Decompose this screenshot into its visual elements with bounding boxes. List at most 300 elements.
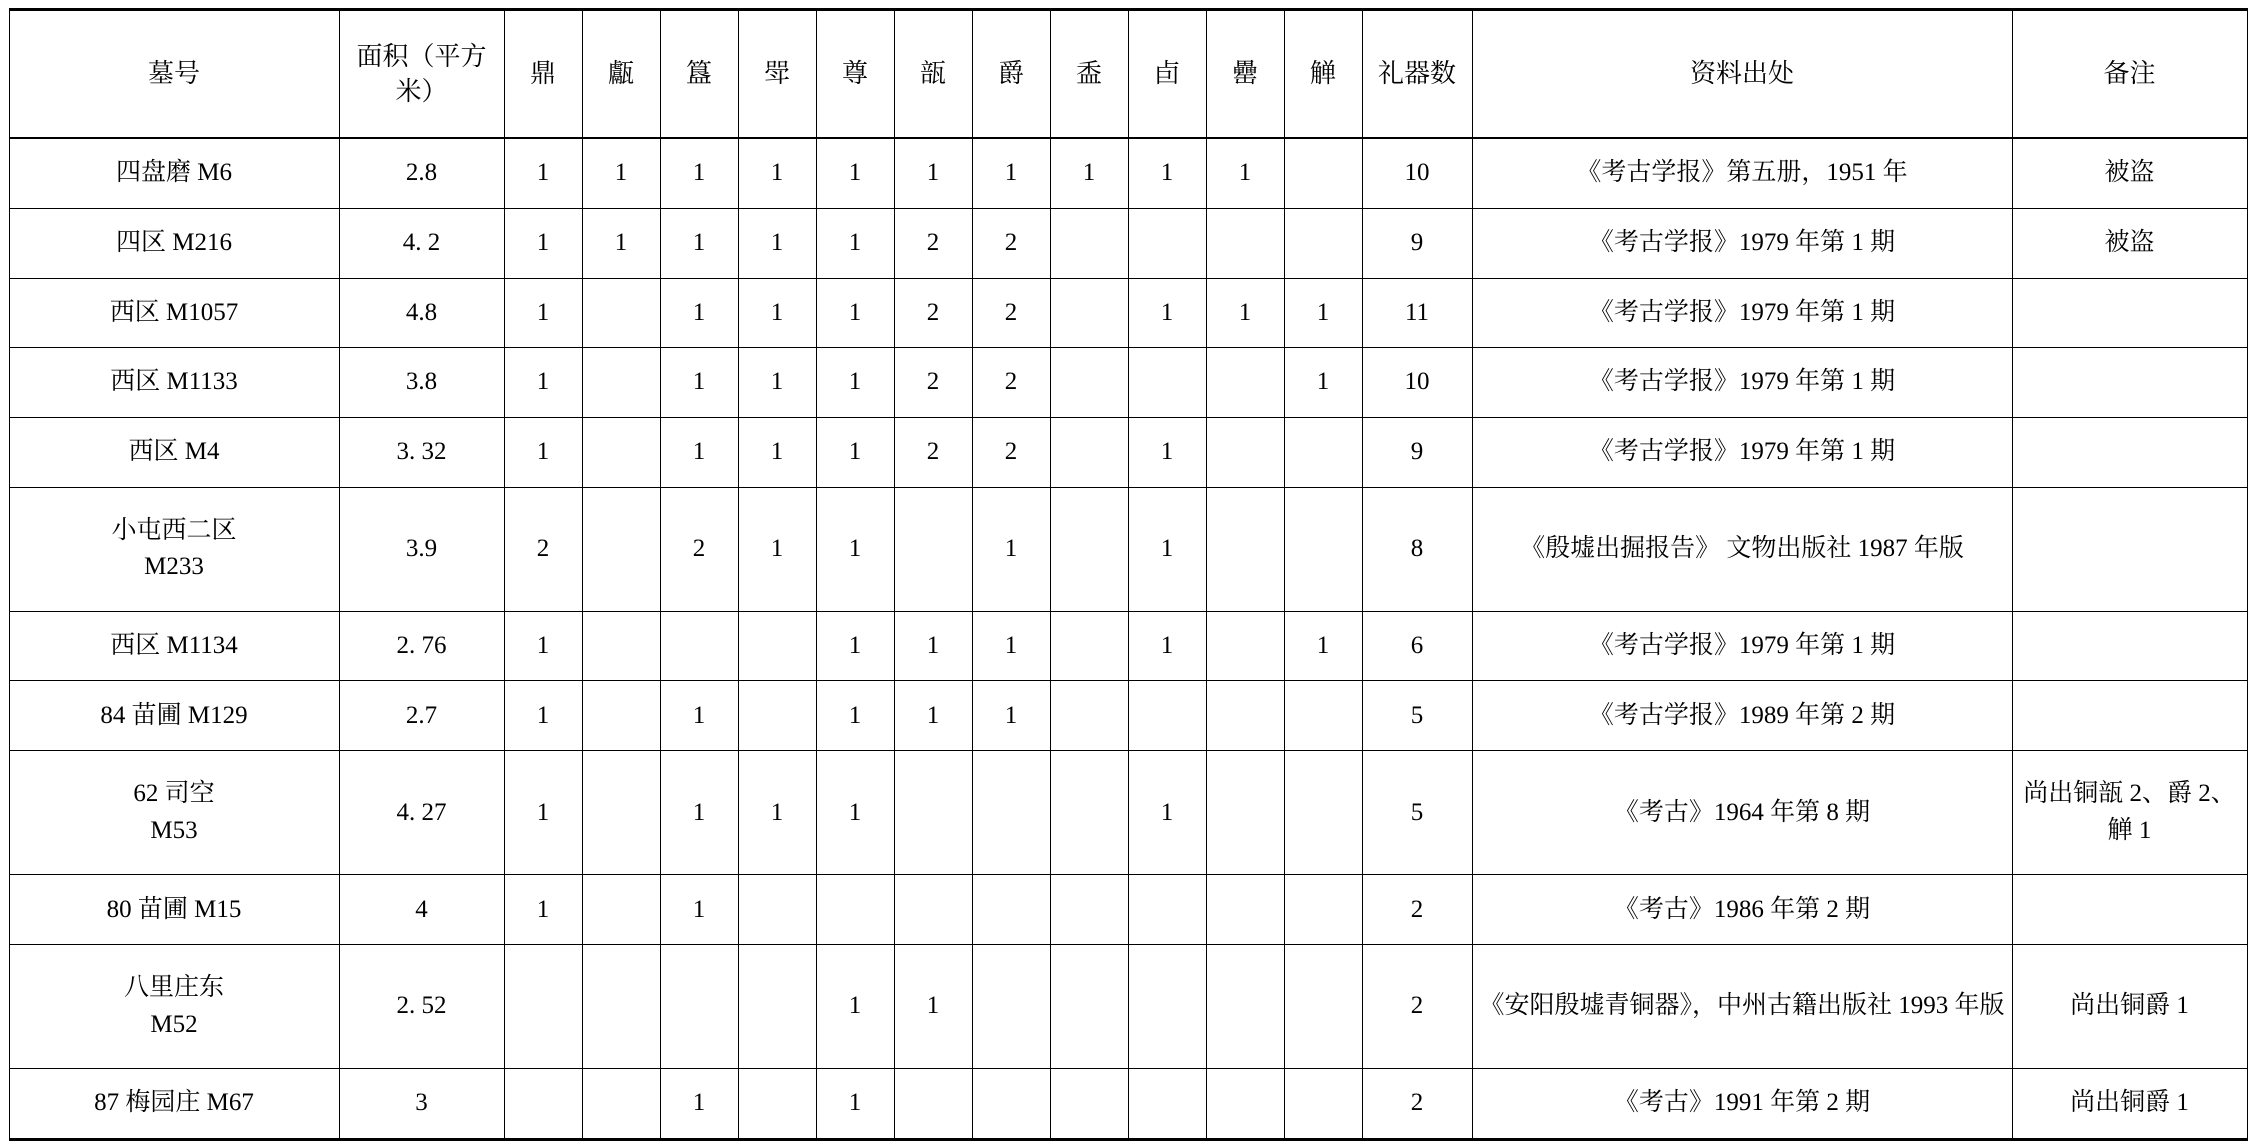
cell-vessel-count bbox=[972, 681, 1050, 751]
cell-vessel-count bbox=[816, 611, 894, 681]
cell-area-text: 3. 32 bbox=[396, 438, 447, 466]
cell-vessel-count bbox=[582, 487, 660, 611]
cell-source bbox=[1472, 681, 2012, 751]
cell-vessel-count bbox=[582, 751, 660, 875]
cell-vessel-count-text: 1 bbox=[1238, 298, 1252, 326]
cell-vessel-count bbox=[1128, 208, 1206, 278]
cell-tomb bbox=[9, 1069, 339, 1140]
cell-vessel-count-text: 1 bbox=[692, 229, 706, 257]
cell-vessel-count-text: 1 bbox=[770, 159, 784, 187]
cell-vessel-count bbox=[972, 348, 1050, 418]
cell-vessel-count-text: 1 bbox=[848, 438, 862, 466]
column-header-tomb-label: 墓号 bbox=[147, 59, 200, 89]
cell-vessel-count bbox=[1206, 487, 1284, 611]
cell-vessel-count bbox=[504, 348, 582, 418]
cell-vessel-count bbox=[660, 611, 738, 681]
cell-vessel-count bbox=[738, 487, 816, 611]
table-row bbox=[9, 138, 2247, 208]
cell-vessel-count bbox=[660, 875, 738, 945]
cell-source bbox=[1472, 487, 2012, 611]
cell-total-text: 10 bbox=[1404, 368, 1430, 396]
cell-vessel-count-text: 1 bbox=[1160, 798, 1174, 826]
cell-vessel-count bbox=[1284, 1069, 1362, 1140]
cell-source bbox=[1472, 417, 2012, 487]
cell-vessel-count bbox=[738, 417, 816, 487]
cell-vessel-count bbox=[738, 944, 816, 1068]
cell-area bbox=[339, 208, 504, 278]
cell-vessel-count-text: 1 bbox=[692, 438, 706, 466]
cell-remark-text: 尚出铜爵 1 bbox=[2070, 1089, 2189, 1117]
cell-vessel-count bbox=[1284, 208, 1362, 278]
cell-vessel-count bbox=[1206, 208, 1284, 278]
cell-tomb bbox=[9, 875, 339, 945]
cell-vessel-count-text: 1 bbox=[1160, 535, 1174, 563]
cell-vessel-count-text: 1 bbox=[1316, 631, 1330, 659]
cell-vessel-count bbox=[738, 1069, 816, 1140]
cell-vessel-count bbox=[816, 944, 894, 1068]
cell-area bbox=[339, 278, 504, 348]
cell-vessel-count-text: 1 bbox=[1004, 701, 1018, 729]
cell-area-text: 3 bbox=[415, 1089, 428, 1117]
cell-vessel-count-text: 1 bbox=[536, 229, 550, 257]
cell-source-text: 《考古》1986 年第 2 期 bbox=[1613, 895, 1871, 923]
cell-area-text: 2.8 bbox=[405, 159, 438, 187]
cell-vessel-count bbox=[504, 487, 582, 611]
cell-vessel-count-text: 1 bbox=[536, 438, 550, 466]
cell-vessel-count bbox=[504, 1069, 582, 1140]
cell-vessel-count bbox=[1050, 138, 1128, 208]
cell-total bbox=[1362, 348, 1472, 418]
cell-vessel-count bbox=[738, 348, 816, 418]
cell-vessel-count-text: 1 bbox=[848, 798, 862, 826]
cell-remark bbox=[2012, 1069, 2247, 1140]
cell-vessel-count bbox=[582, 1069, 660, 1140]
cell-vessel-count bbox=[660, 417, 738, 487]
cell-vessel-count bbox=[1284, 417, 1362, 487]
cell-total-text: 2 bbox=[1410, 992, 1424, 1020]
cell-vessel-count-text: 1 bbox=[926, 159, 940, 187]
cell-vessel-count bbox=[660, 487, 738, 611]
cell-source bbox=[1472, 138, 2012, 208]
table-row bbox=[9, 681, 2247, 751]
cell-vessel-count-text: 1 bbox=[536, 798, 550, 826]
column-header-tomb bbox=[9, 10, 339, 139]
cell-vessel-count-text: 1 bbox=[536, 631, 550, 659]
cell-total-text: 2 bbox=[1410, 895, 1424, 923]
cell-total bbox=[1362, 611, 1472, 681]
column-header-gui: 簋 bbox=[660, 10, 738, 139]
cell-vessel-count-text: 2 bbox=[1004, 368, 1018, 396]
cell-tomb-text: 四区 M216 bbox=[116, 229, 232, 257]
cell-vessel-count bbox=[738, 751, 816, 875]
cell-vessel-count bbox=[816, 1069, 894, 1140]
cell-vessel-count-text: 1 bbox=[770, 438, 784, 466]
cell-vessel-count bbox=[816, 487, 894, 611]
cell-tomb-text: 八里庄东 M52 bbox=[123, 974, 224, 1038]
table-row bbox=[9, 1069, 2247, 1140]
cell-tomb-text: 西区 M4 bbox=[128, 438, 220, 466]
cell-area bbox=[339, 348, 504, 418]
cell-vessel-count bbox=[738, 681, 816, 751]
cell-vessel-count bbox=[1050, 417, 1128, 487]
table-header-row bbox=[9, 10, 2247, 139]
cell-vessel-count bbox=[1284, 487, 1362, 611]
cell-vessel-count bbox=[1206, 138, 1284, 208]
cell-area-text: 4. 2 bbox=[402, 229, 441, 257]
cell-vessel-count-text: 1 bbox=[1160, 438, 1174, 466]
cell-vessel-count bbox=[1128, 875, 1206, 945]
column-header-area bbox=[339, 10, 504, 139]
cell-vessel-count bbox=[816, 875, 894, 945]
cell-tomb bbox=[9, 348, 339, 418]
table-row bbox=[9, 611, 2247, 681]
cell-vessel-count bbox=[894, 611, 972, 681]
cell-source-text: 《考古学报》1979 年第 1 期 bbox=[1588, 631, 1896, 659]
cell-vessel-count bbox=[816, 417, 894, 487]
cell-vessel-count bbox=[894, 1069, 972, 1140]
cell-vessel-count bbox=[504, 278, 582, 348]
cell-vessel-count bbox=[816, 348, 894, 418]
column-header-he: 盉 bbox=[1050, 10, 1128, 139]
cell-vessel-count-text: 1 bbox=[1160, 159, 1174, 187]
cell-source-text: 《考古》1964 年第 8 期 bbox=[1613, 798, 1871, 826]
cell-vessel-count-text: 1 bbox=[770, 229, 784, 257]
cell-area-text: 2. 76 bbox=[396, 631, 447, 659]
cell-vessel-count bbox=[504, 138, 582, 208]
cell-tomb bbox=[9, 138, 339, 208]
cell-source-text: 《考古学报》第五册，1951 年 bbox=[1576, 159, 1908, 187]
cell-vessel-count bbox=[894, 417, 972, 487]
cell-vessel-count bbox=[1128, 611, 1206, 681]
cell-vessel-count bbox=[1128, 348, 1206, 418]
cell-vessel-count bbox=[894, 348, 972, 418]
cell-total-text: 11 bbox=[1404, 298, 1430, 326]
cell-tomb-text: 四盘磨 M6 bbox=[116, 159, 232, 187]
cell-vessel-count bbox=[1284, 875, 1362, 945]
cell-vessel-count bbox=[816, 278, 894, 348]
cell-vessel-count-text: 2 bbox=[926, 368, 940, 396]
column-header-zhi: 觯 bbox=[1284, 10, 1362, 139]
column-header-yan: 甗 bbox=[582, 10, 660, 139]
cell-source-text: 《安阳殷墟青铜器》，中州古籍出版社 1993 年版 bbox=[1479, 992, 2005, 1020]
cell-area bbox=[339, 611, 504, 681]
cell-source-text: 《考古学报》1979 年第 1 期 bbox=[1588, 368, 1896, 396]
cell-vessel-count-text: 1 bbox=[692, 298, 706, 326]
cell-tomb-text: 62 司空 M53 bbox=[133, 780, 215, 844]
cell-total-text: 6 bbox=[1410, 631, 1424, 659]
cell-vessel-count bbox=[1050, 208, 1128, 278]
cell-vessel-count bbox=[504, 417, 582, 487]
cell-vessel-count bbox=[972, 1069, 1050, 1140]
cell-total bbox=[1362, 417, 1472, 487]
cell-total-text: 5 bbox=[1410, 798, 1424, 826]
cell-remark-text: 尚出铜爵 1 bbox=[2070, 992, 2189, 1020]
cell-remark bbox=[2012, 944, 2247, 1068]
cell-tomb bbox=[9, 417, 339, 487]
cell-vessel-count bbox=[1206, 751, 1284, 875]
cell-vessel-count bbox=[1050, 611, 1128, 681]
cell-vessel-count bbox=[1128, 751, 1206, 875]
cell-vessel-count bbox=[816, 681, 894, 751]
cell-vessel-count-text: 1 bbox=[1004, 159, 1018, 187]
cell-remark bbox=[2012, 611, 2247, 681]
column-header-zun: 尊 bbox=[816, 10, 894, 139]
cell-vessel-count bbox=[582, 417, 660, 487]
cell-vessel-count bbox=[894, 875, 972, 945]
table-row bbox=[9, 278, 2247, 348]
cell-vessel-count-text: 1 bbox=[1160, 631, 1174, 659]
cell-area bbox=[339, 875, 504, 945]
cell-vessel-count bbox=[582, 875, 660, 945]
cell-total bbox=[1362, 681, 1472, 751]
column-header-area-label: 面积（平方米） bbox=[356, 41, 487, 106]
cell-remark-text: 被盗 bbox=[2104, 159, 2155, 187]
cell-vessel-count-text: 1 bbox=[536, 159, 550, 187]
cell-vessel-count bbox=[660, 1069, 738, 1140]
cell-vessel-count bbox=[660, 681, 738, 751]
cell-total bbox=[1362, 208, 1472, 278]
cell-vessel-count-text: 1 bbox=[692, 798, 706, 826]
cell-vessel-count bbox=[1050, 875, 1128, 945]
cell-vessel-count-text: 1 bbox=[1160, 298, 1174, 326]
cell-area bbox=[339, 681, 504, 751]
cell-vessel-count bbox=[1284, 751, 1362, 875]
cell-vessel-count bbox=[894, 487, 972, 611]
cell-vessel-count bbox=[660, 138, 738, 208]
cell-vessel-count bbox=[1050, 944, 1128, 1068]
cell-vessel-count-text: 1 bbox=[692, 895, 706, 923]
cell-vessel-count bbox=[972, 138, 1050, 208]
cell-tomb bbox=[9, 487, 339, 611]
cell-vessel-count-text: 1 bbox=[848, 1089, 862, 1117]
cell-source bbox=[1472, 348, 2012, 418]
cell-source-text: 《考古学报》1979 年第 1 期 bbox=[1588, 438, 1896, 466]
column-header-bu: 瓿 bbox=[894, 10, 972, 139]
column-header-you: 卣 bbox=[1128, 10, 1206, 139]
table-body bbox=[9, 138, 2247, 1140]
cell-remark bbox=[2012, 487, 2247, 611]
cell-vessel-count-text: 1 bbox=[770, 535, 784, 563]
column-header-ding: 鼎 bbox=[504, 10, 582, 139]
cell-source-text: 《考古学报》1979 年第 1 期 bbox=[1588, 298, 1896, 326]
cell-tomb-text: 80 苗圃 M15 bbox=[106, 895, 242, 923]
cell-vessel-count-text: 2 bbox=[1004, 229, 1018, 257]
cell-vessel-count bbox=[972, 487, 1050, 611]
cell-vessel-count-text: 2 bbox=[1004, 298, 1018, 326]
cell-vessel-count bbox=[1206, 348, 1284, 418]
cell-area bbox=[339, 138, 504, 208]
cell-vessel-count-text: 1 bbox=[614, 159, 628, 187]
cell-remark-text: 尚出铜瓿 2、爵 2、觯 1 bbox=[2023, 780, 2236, 844]
cell-vessel-count bbox=[504, 875, 582, 945]
column-header-source: 资料出处 bbox=[1472, 10, 2012, 139]
cell-vessel-count-text: 1 bbox=[770, 798, 784, 826]
cell-vessel-count-text: 1 bbox=[848, 992, 862, 1020]
cell-vessel-count-text: 1 bbox=[692, 368, 706, 396]
cell-vessel-count-text: 1 bbox=[536, 368, 550, 396]
column-header-total: 礼器数 bbox=[1362, 10, 1472, 139]
cell-vessel-count bbox=[1128, 417, 1206, 487]
cell-vessel-count-text: 1 bbox=[692, 701, 706, 729]
cell-vessel-count bbox=[972, 751, 1050, 875]
cell-vessel-count bbox=[582, 944, 660, 1068]
cell-vessel-count-text: 1 bbox=[1316, 298, 1330, 326]
cell-remark bbox=[2012, 138, 2247, 208]
cell-vessel-count-text: 2 bbox=[926, 438, 940, 466]
cell-vessel-count-text: 1 bbox=[848, 535, 862, 563]
cell-source bbox=[1472, 944, 2012, 1068]
cell-vessel-count bbox=[894, 208, 972, 278]
cell-tomb bbox=[9, 278, 339, 348]
cell-vessel-count bbox=[660, 208, 738, 278]
table-row bbox=[9, 417, 2247, 487]
cell-vessel-count bbox=[972, 278, 1050, 348]
cell-tomb bbox=[9, 944, 339, 1068]
cell-area bbox=[339, 751, 504, 875]
cell-source-text: 《考古学报》1979 年第 1 期 bbox=[1588, 229, 1896, 257]
cell-vessel-count bbox=[582, 611, 660, 681]
cell-vessel-count-text: 2 bbox=[536, 535, 550, 563]
cell-source-text: 《考古》1991 年第 2 期 bbox=[1613, 1089, 1871, 1117]
cell-vessel-count bbox=[660, 944, 738, 1068]
column-header-jia: 斝 bbox=[738, 10, 816, 139]
cell-area bbox=[339, 487, 504, 611]
cell-vessel-count bbox=[894, 944, 972, 1068]
cell-vessel-count bbox=[1284, 278, 1362, 348]
cell-vessel-count-text: 2 bbox=[692, 535, 706, 563]
cell-source bbox=[1472, 751, 2012, 875]
cell-tomb-text: 西区 M1133 bbox=[110, 368, 238, 396]
cell-area bbox=[339, 944, 504, 1068]
cell-vessel-count bbox=[1050, 1069, 1128, 1140]
cell-vessel-count bbox=[972, 875, 1050, 945]
cell-source bbox=[1472, 611, 2012, 681]
cell-vessel-count-text: 1 bbox=[1004, 535, 1018, 563]
cell-vessel-count bbox=[1206, 681, 1284, 751]
cell-vessel-count-text: 1 bbox=[926, 701, 940, 729]
cell-source-text: 《殷墟出掘报告》 文物出版社 1987 年版 bbox=[1520, 535, 1964, 563]
cell-area-text: 4 bbox=[415, 895, 428, 923]
cell-vessel-count-text: 1 bbox=[536, 701, 550, 729]
cell-vessel-count-text: 1 bbox=[1238, 159, 1252, 187]
cell-total bbox=[1362, 138, 1472, 208]
cell-vessel-count-text: 1 bbox=[848, 159, 862, 187]
cell-remark bbox=[2012, 751, 2247, 875]
cell-vessel-count bbox=[582, 681, 660, 751]
cell-area-text: 3.9 bbox=[405, 535, 438, 563]
cell-vessel-count-text: 1 bbox=[692, 159, 706, 187]
cell-area bbox=[339, 417, 504, 487]
cell-total-text: 8 bbox=[1410, 535, 1424, 563]
cell-vessel-count bbox=[1050, 751, 1128, 875]
cell-area-text: 4. 27 bbox=[396, 798, 447, 826]
cell-vessel-count bbox=[894, 681, 972, 751]
cell-remark-text: 被盗 bbox=[2104, 229, 2155, 257]
cell-tomb-text: 西区 M1134 bbox=[110, 631, 238, 659]
cell-vessel-count-text: 1 bbox=[1082, 159, 1096, 187]
cell-vessel-count bbox=[1050, 278, 1128, 348]
cell-vessel-count-text: 1 bbox=[692, 1089, 706, 1117]
cell-vessel-count bbox=[660, 348, 738, 418]
column-header-jue: 爵 bbox=[972, 10, 1050, 139]
cell-vessel-count bbox=[660, 278, 738, 348]
cell-vessel-count bbox=[1128, 138, 1206, 208]
cell-vessel-count bbox=[1128, 278, 1206, 348]
cell-vessel-count-text: 1 bbox=[536, 895, 550, 923]
cell-vessel-count-text: 1 bbox=[536, 298, 550, 326]
cell-vessel-count bbox=[1284, 138, 1362, 208]
cell-vessel-count bbox=[582, 278, 660, 348]
cell-vessel-count bbox=[816, 751, 894, 875]
cell-vessel-count bbox=[1206, 417, 1284, 487]
cell-vessel-count bbox=[1284, 611, 1362, 681]
cell-tomb bbox=[9, 611, 339, 681]
cell-vessel-count bbox=[504, 611, 582, 681]
table-row bbox=[9, 944, 2247, 1068]
cell-vessel-count bbox=[1128, 681, 1206, 751]
cell-vessel-count bbox=[972, 944, 1050, 1068]
cell-vessel-count bbox=[738, 278, 816, 348]
cell-vessel-count bbox=[1206, 944, 1284, 1068]
cell-vessel-count-text: 1 bbox=[848, 368, 862, 396]
column-header-lei: 罍 bbox=[1206, 10, 1284, 139]
cell-vessel-count-text: 2 bbox=[1004, 438, 1018, 466]
cell-source bbox=[1472, 208, 2012, 278]
burial-vessels-table bbox=[9, 8, 2248, 1141]
cell-source bbox=[1472, 278, 2012, 348]
cell-vessel-count bbox=[1206, 875, 1284, 945]
cell-total-text: 2 bbox=[1410, 1089, 1424, 1117]
cell-vessel-count bbox=[582, 138, 660, 208]
cell-vessel-count bbox=[660, 751, 738, 875]
cell-total bbox=[1362, 487, 1472, 611]
cell-total bbox=[1362, 875, 1472, 945]
cell-tomb-text: 87 梅园庄 M67 bbox=[94, 1089, 254, 1117]
cell-remark bbox=[2012, 278, 2247, 348]
cell-tomb bbox=[9, 681, 339, 751]
cell-total-text: 10 bbox=[1404, 159, 1430, 187]
cell-source bbox=[1472, 1069, 2012, 1140]
cell-vessel-count bbox=[1050, 681, 1128, 751]
cell-vessel-count bbox=[582, 348, 660, 418]
cell-vessel-count bbox=[1284, 348, 1362, 418]
cell-vessel-count-text: 1 bbox=[926, 992, 940, 1020]
cell-area-text: 2. 52 bbox=[396, 992, 447, 1020]
cell-vessel-count bbox=[972, 611, 1050, 681]
cell-vessel-count bbox=[894, 751, 972, 875]
cell-vessel-count-text: 1 bbox=[926, 631, 940, 659]
cell-remark bbox=[2012, 417, 2247, 487]
table-row bbox=[9, 348, 2247, 418]
cell-vessel-count bbox=[738, 611, 816, 681]
cell-vessel-count bbox=[504, 751, 582, 875]
cell-total-text: 9 bbox=[1410, 438, 1424, 466]
table-row bbox=[9, 208, 2247, 278]
cell-total bbox=[1362, 944, 1472, 1068]
table-row bbox=[9, 751, 2247, 875]
cell-vessel-count bbox=[1128, 944, 1206, 1068]
cell-tomb-text: 小屯西二区 M233 bbox=[111, 516, 237, 581]
cell-total-text: 9 bbox=[1410, 229, 1424, 257]
cell-vessel-count bbox=[894, 278, 972, 348]
cell-vessel-count-text: 1 bbox=[770, 298, 784, 326]
cell-vessel-count bbox=[1284, 681, 1362, 751]
cell-vessel-count-text: 1 bbox=[848, 701, 862, 729]
cell-vessel-count bbox=[1128, 1069, 1206, 1140]
cell-tomb bbox=[9, 751, 339, 875]
cell-vessel-count bbox=[1050, 487, 1128, 611]
cell-vessel-count bbox=[816, 208, 894, 278]
